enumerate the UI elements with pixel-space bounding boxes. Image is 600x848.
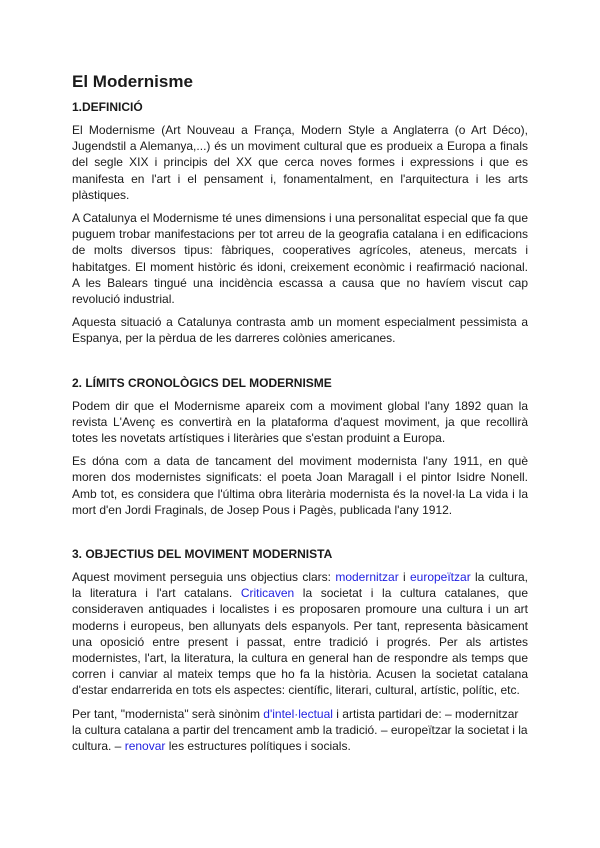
paragraph: El Modernisme (Art Nouveau a França, Modern Style a Anglaterra (o Art Déco), Jugendstil a Alemanya,...) és un moviment cultural que es produeix a Europa a finals del segle XIX i principis del XX que cerca noves formes i expressions i que es manifesta en l'art i el pensament i, fonamentalment, en l'arquitectura i les arts plàstiques.: [72, 123, 528, 202]
text-run: Per tant, "modernista" serà sinònim: [72, 706, 264, 721]
text-run: Aquest moviment perseguia uns objectius clars:: [72, 570, 336, 585]
paragraph: A Catalunya el Modernisme té unes dimensions i una personalitat especial que fa que puguem trobar manifestacions per tot arreu de la geografia catalana i en edificacions de molts diversos tipus: fàbriques, cooperatives agrícoles, ateneus, mercats i habitatges. El moment històric és idoni, creixement econòmic i reafirmació nacional. A les Balears tingué una incidència escassa a causa que no havíem viscut cap revolució industrial.: [72, 211, 528, 307]
link-renovar[interactable]: renovar: [124, 739, 166, 754]
paragraph: Podem dir que el Modernisme apareix com a moviment global l'any 1892 quan la revista L'Avenç es convertirà en la plataforma d'aquest moviment, ja que recollirà totes les novetats artístiques i literàries que s'estan produint a Europa.: [72, 398, 528, 446]
text-run: la societat i la cultura catalanes, que consideraven antiquades i localistes i es proposaren promoure una cultura i un art moderns i europeus, ben allunyats dels espanyols. Per tant, representa bàsicament una oposició entre present i passat, entre tradició i progrés. Per als artistes modernistes, l'art, la literatura, la cultura en general han de respondre als temps que corren i canviar al mateix temps que ho fa la història. Acusen la societat catalana d'estar endarrerida en tots els aspectes: científic, literari, cultural, artístic, polític, etc.: [72, 586, 528, 698]
text-run: i: [398, 570, 410, 585]
link-modernitzar[interactable]: modernitzar: [335, 570, 399, 585]
section-gap: [72, 525, 528, 547]
text-run: les estructures polítiques i socials.: [165, 739, 351, 754]
section-heading-limits: 2. LÍMITS CRONOLÒGICS DEL MODERNISME: [72, 375, 332, 390]
document-title: El Modernisme: [72, 72, 193, 91]
section-gap: [72, 354, 528, 376]
text-run: i artista partidari de: – modernitzar la cultura catalana a partir del trencament amb la tradició. – europeïtzar la societat i la cultura. –: [72, 706, 528, 754]
paragraph: [72, 706, 528, 755]
link-europeitzar[interactable]: europeïtzar: [409, 570, 471, 585]
text-run: la cultura, la literatura i l'art catalans.: [72, 570, 528, 601]
section-heading-objectius: 3. OBJECTIUS DEL MOVIMENT MODERNISTA: [72, 547, 333, 562]
link-criticaven[interactable]: Criticaven: [240, 586, 295, 601]
link-intellectual[interactable]: d'intel·lectual: [263, 706, 333, 721]
paragraph: Es dóna com a data de tancament del moviment modernista l'any 1911, en què moren dos modernistes significats: el poeta Joan Maragall i el pintor Isidre Nonell. Amb tot, es considera que l'última obra literària modernista és la novel·la La vida i la mort d'en Jordi Fraginals, de Josep Pous i Pagès, publicada l'any 1912.: [72, 454, 528, 517]
paragraph: [72, 569, 528, 699]
paragraph: Aquesta situació a Catalunya contrasta amb un moment especialment pessimista a Espanya, per la pèrdua de les darreres colònies americanes.: [72, 315, 528, 346]
section-heading-definicio: 1.DEFINICIÓ: [72, 100, 143, 114]
